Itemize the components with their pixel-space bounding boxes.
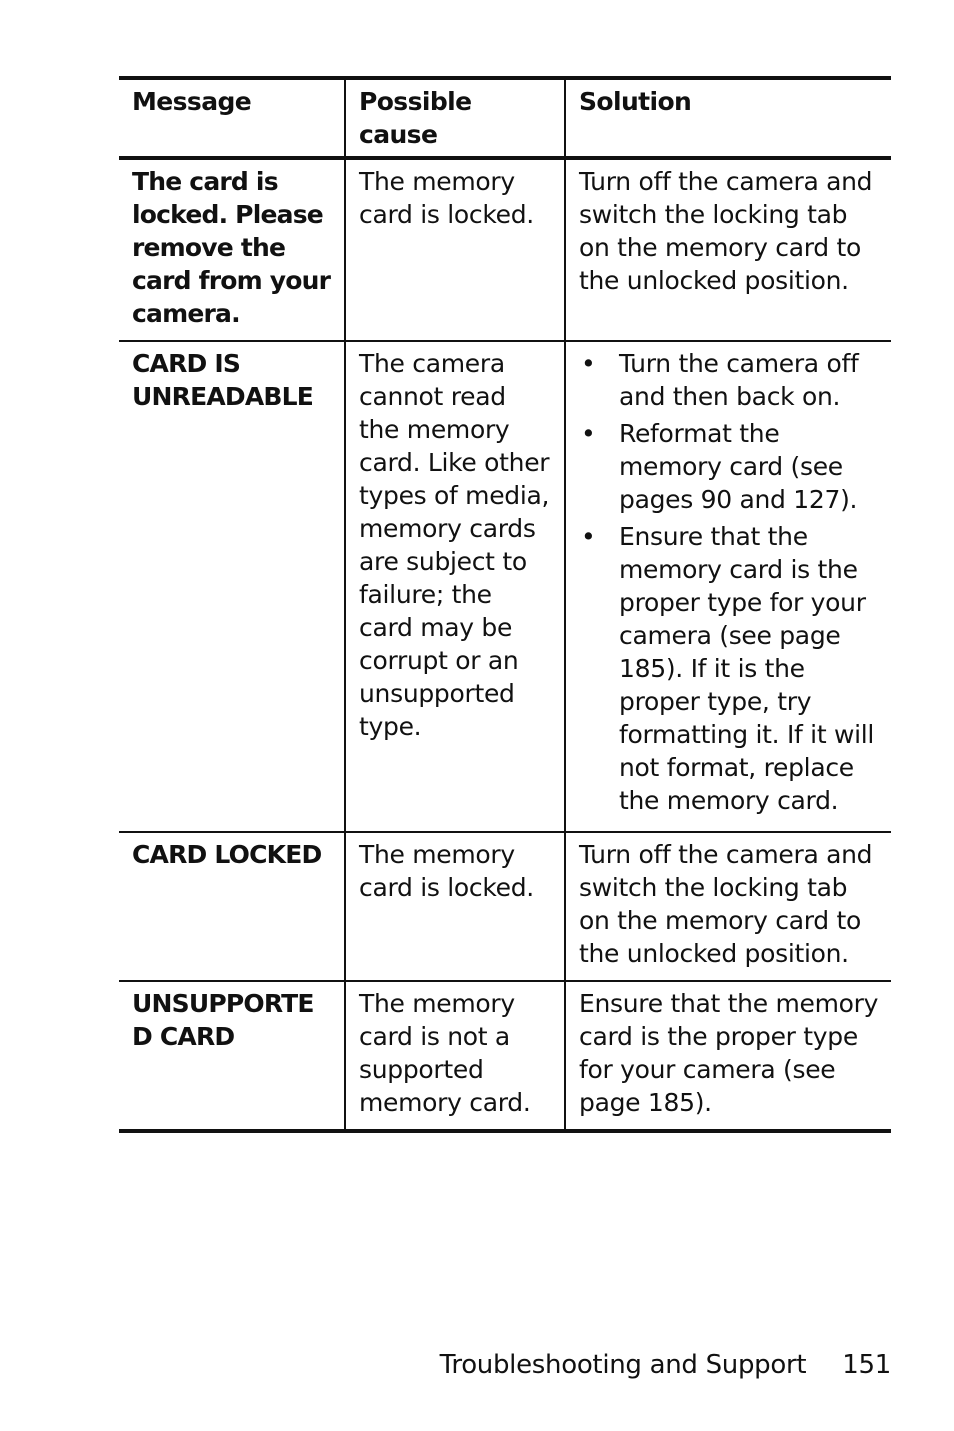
cause-cell: The camera cannot read the memory card. Like other types of media, memory cards are subject to failure; the card may be corrupt or an unsupported type.	[345, 341, 565, 832]
solution-cell: Turn off the camera and switch the locking tab on the memory card to the unlocked position.	[565, 832, 891, 981]
message-cell: CARD IS UNREADABLE	[119, 341, 345, 832]
table-row	[119, 341, 891, 832]
table-row	[119, 158, 891, 341]
message-cell: CARD LOCKED	[119, 832, 345, 981]
list-item	[579, 347, 879, 413]
header-solution: Solution	[565, 78, 891, 158]
solution-cell: Turn off the camera and switch the locking tab on the memory card to the unlocked position.	[565, 158, 891, 341]
bullet-text: Reformat the memory card (see pages 90 and 127).	[619, 419, 858, 514]
table-row	[119, 981, 891, 1131]
bullet-text: Turn the camera off and then back on.	[619, 349, 859, 411]
bullet-icon: •	[581, 522, 596, 551]
page-footer	[440, 1348, 891, 1382]
cause-cell: The memory card is not a supported memory card.	[345, 981, 565, 1131]
table-row	[119, 832, 891, 981]
cause-cell: The memory card is locked.	[345, 158, 565, 341]
list-item	[579, 417, 879, 516]
troubleshooting-table	[119, 76, 891, 1133]
solution-cell: Ensure that the memory card is the proper type for your camera (see page 185).	[565, 981, 891, 1131]
message-cell: UNSUPPORTED CARD	[119, 981, 345, 1131]
cause-cell: The memory card is locked.	[345, 832, 565, 981]
footer-section-title: Troubleshooting and Support	[439, 1350, 807, 1380]
solution-bullet-list	[579, 347, 879, 817]
header-message: Message	[119, 78, 345, 158]
bullet-icon: •	[581, 419, 596, 448]
table-header-row	[119, 78, 891, 158]
bullet-icon: •	[581, 349, 596, 378]
solution-cell	[565, 341, 891, 832]
header-possible-cause: Possible cause	[345, 78, 565, 158]
page-number: 151	[842, 1350, 891, 1380]
list-item	[579, 520, 879, 817]
message-cell: The card is locked. Please remove the card from your camera.	[132, 167, 331, 328]
bullet-text: Ensure that the memory card is the proper type for your camera (see page 185). If it is the proper type, try formatting it. If it will not format, replace the memory card.	[619, 522, 875, 815]
